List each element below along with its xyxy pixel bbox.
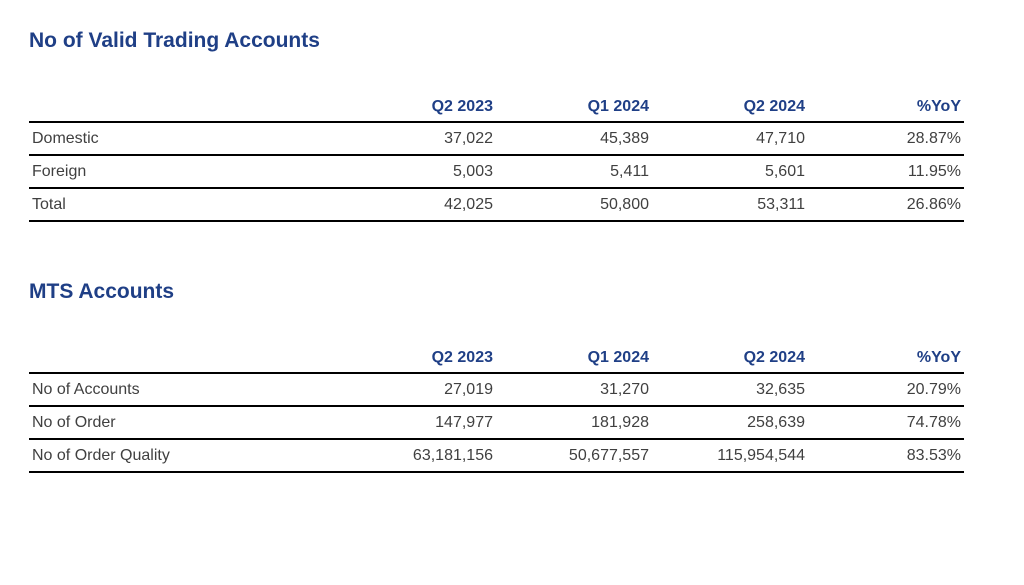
table-row — [29, 155, 964, 188]
row-label: Total — [29, 188, 340, 221]
table-cell: 115,954,544 — [652, 439, 808, 472]
table-header-row — [29, 343, 964, 373]
table-header-row — [29, 92, 964, 122]
column-header: %YoY — [808, 92, 964, 122]
table-cell: 50,677,557 — [496, 439, 652, 472]
table-row — [29, 188, 964, 221]
table-cell: 20.79% — [808, 373, 964, 406]
table-cell: 26.86% — [808, 188, 964, 221]
table-cell: 28.87% — [808, 122, 964, 155]
table-cell: 181,928 — [496, 406, 652, 439]
table-cell: 32,635 — [652, 373, 808, 406]
column-header: Q1 2024 — [496, 343, 652, 373]
row-label: No of Order Quality — [29, 439, 340, 472]
table-cell: 37,022 — [340, 122, 496, 155]
column-header — [29, 92, 340, 122]
row-label: Foreign — [29, 155, 340, 188]
table-cell: 5,003 — [340, 155, 496, 188]
table-cell: 27,019 — [340, 373, 496, 406]
column-header: Q2 2024 — [652, 343, 808, 373]
table-cell: 45,389 — [496, 122, 652, 155]
column-header: Q2 2023 — [340, 92, 496, 122]
section-title: No of Valid Trading Accounts — [29, 29, 320, 52]
table-cell: 50,800 — [496, 188, 652, 221]
table-cell: 5,601 — [652, 155, 808, 188]
valid-trading-accounts-table — [29, 92, 964, 222]
table-cell: 42,025 — [340, 188, 496, 221]
column-header: Q1 2024 — [496, 92, 652, 122]
row-label: No of Order — [29, 406, 340, 439]
table-cell: 53,311 — [652, 188, 808, 221]
table-row — [29, 122, 964, 155]
table-row — [29, 439, 964, 472]
mts-accounts-section — [29, 280, 964, 464]
column-header — [29, 343, 340, 373]
table-cell: 11.95% — [808, 155, 964, 188]
table-cell: 147,977 — [340, 406, 496, 439]
column-header: %YoY — [808, 343, 964, 373]
column-header: Q2 2023 — [340, 343, 496, 373]
table-cell: 74.78% — [808, 406, 964, 439]
row-label: No of Accounts — [29, 373, 340, 406]
table-cell: 258,639 — [652, 406, 808, 439]
table-cell: 5,411 — [496, 155, 652, 188]
column-header: Q2 2024 — [652, 92, 808, 122]
table-cell: 83.53% — [808, 439, 964, 472]
section-title: MTS Accounts — [29, 280, 175, 303]
row-label: Domestic — [29, 122, 340, 155]
valid-trading-accounts-section — [29, 29, 964, 213]
mts-accounts-table — [29, 343, 964, 473]
table-row — [29, 406, 964, 439]
table-cell: 63,181,156 — [340, 439, 496, 472]
table-row — [29, 373, 964, 406]
table-cell: 47,710 — [652, 122, 808, 155]
table-cell: 31,270 — [496, 373, 652, 406]
